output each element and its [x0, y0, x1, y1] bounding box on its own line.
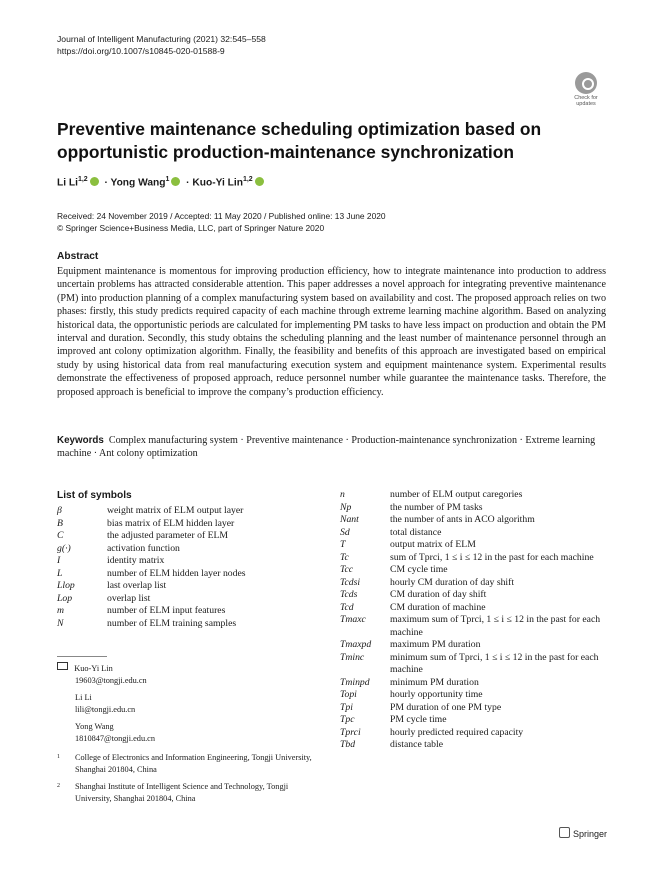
symbol-description: CM duration of machine	[390, 601, 486, 613]
affiliation-number: 2	[57, 783, 60, 789]
symbol-description: bias matrix of ELM hidden layer	[107, 517, 235, 529]
publication-dates	[57, 211, 386, 234]
symbol-description: CM cycle time	[390, 564, 448, 575]
orcid-icon[interactable]	[255, 177, 264, 186]
symbol-row	[340, 639, 610, 652]
symbol: n	[340, 489, 345, 500]
symbol-description: minimum sum of Tprci, 1 ≤ i ≤ 12 in the past for each machine	[390, 651, 599, 675]
symbol: Tcc	[340, 564, 354, 575]
symbol-description: maximum PM duration	[390, 639, 481, 650]
contact-name: Li Li	[75, 693, 92, 702]
symbol-row	[340, 502, 610, 515]
symbol: Tminc	[340, 651, 365, 663]
symbol: T	[340, 539, 346, 550]
symbol-row	[340, 739, 610, 752]
affiliation-2	[57, 781, 317, 804]
symbol-row	[57, 555, 246, 568]
symbol-row	[340, 702, 610, 715]
symbol-description: hourly opportunity time	[390, 689, 483, 700]
keywords-heading: Keywords	[57, 435, 104, 446]
author-name: Li Li	[57, 177, 78, 189]
author-affiliation-sup: 1	[165, 176, 170, 183]
symbol: Tcds	[340, 589, 358, 600]
symbol-row	[57, 518, 246, 531]
contact-email[interactable]: lili@tongji.edu.cn	[75, 704, 136, 714]
symbol-description: PM duration of one PM type	[390, 701, 502, 713]
contact-block	[57, 662, 327, 744]
corresponding-author	[57, 662, 327, 675]
symbol: Tbd	[340, 739, 356, 750]
affiliation-1	[57, 752, 317, 775]
author-separator: ·	[101, 177, 111, 189]
symbol: m	[57, 605, 64, 616]
symbol: Np	[340, 501, 352, 513]
symbol: B	[57, 517, 63, 529]
symbol-row	[57, 605, 246, 618]
copyright-line: © Springer Science+Business Media, LLC, part of Springer Nature 2020	[57, 222, 325, 233]
symbol-row	[340, 577, 610, 590]
symbol-row	[340, 714, 610, 727]
symbol-row	[57, 530, 246, 543]
symbols-table-right	[340, 489, 610, 752]
symbol-row	[340, 539, 610, 552]
author-separator: ·	[183, 177, 193, 189]
contact-name: Kuo-Yi Lin	[74, 664, 113, 673]
symbol-row	[340, 527, 610, 540]
contact-email[interactable]: 1810847@tongji.edu.cn	[75, 733, 155, 743]
symbol: Tpi	[340, 701, 353, 713]
symbol-description: hourly predicted required capacity	[390, 726, 524, 738]
symbol-row	[340, 689, 610, 702]
symbol-row	[57, 543, 246, 556]
check-updates-icon	[575, 72, 597, 94]
publisher-logo	[559, 827, 607, 839]
footnote-divider	[57, 656, 107, 657]
journal-citation: Journal of Intelligent Manufacturing (2021) 32:545–558	[57, 34, 266, 44]
symbol-description: weight matrix of ELM output layer	[107, 505, 244, 516]
affiliation-text: Shanghai Institute of Intelligent Science and Technology, Tongji University, Shanghai 201804, China	[75, 782, 289, 803]
symbols-heading: List of symbols	[57, 490, 132, 501]
symbol: Sd	[340, 526, 350, 538]
symbol: Tmaxpd	[340, 639, 372, 650]
affiliation-number: 1	[57, 754, 60, 760]
symbol-description: number of ELM output caregories	[390, 489, 523, 500]
symbol-row	[340, 652, 610, 677]
symbol-description: number of ELM training samples	[107, 617, 237, 629]
author-affiliation-sup: 1,2	[242, 176, 253, 183]
springer-horse-icon	[559, 827, 570, 838]
symbol-row	[340, 514, 610, 527]
symbol-description: total distance	[390, 526, 442, 538]
symbol-row	[340, 602, 610, 615]
symbol-description: the number of ants in ACO algorithm	[390, 514, 535, 525]
symbol: Lop	[57, 592, 73, 604]
symbol: I	[57, 555, 61, 566]
symbol-description: number of ELM hidden layer nodes	[107, 567, 246, 579]
symbol-description: the adjusted parameter of ELM	[107, 530, 229, 541]
paper-title: Preventive maintenance scheduling optimization based on opportunistic production-maintenance synchronization	[57, 119, 542, 162]
symbol: Tcd	[340, 601, 354, 613]
author-affiliation-sup: 1,2	[77, 176, 88, 183]
symbol-row	[340, 614, 610, 639]
keywords-block	[57, 434, 606, 461]
abstract-heading: Abstract	[57, 251, 99, 262]
received-accepted-published: Received: 24 November 2019 / Accepted: 11 May 2020 / Published online: 13 June 2020	[57, 211, 386, 221]
symbol: Tmaxc	[340, 614, 366, 625]
symbol-description: CM duration of day shift	[390, 589, 487, 600]
symbol: Llop	[57, 580, 75, 591]
symbol: Tc	[340, 551, 349, 563]
symbol-description: the number of PM tasks	[390, 501, 483, 513]
symbol-description: number of ELM input features	[107, 605, 226, 616]
symbol-description: distance table	[390, 739, 443, 750]
symbol-description: sum of Tprci, 1 ≤ i ≤ 12 in the past for each machine	[390, 551, 594, 563]
symbol-row	[340, 552, 610, 565]
author-list	[57, 176, 267, 188]
symbol: Topi	[340, 689, 357, 700]
symbol-description: PM cycle time	[390, 714, 447, 725]
check-for-updates-badge[interactable]	[566, 72, 606, 112]
check-updates-label: Check for updates	[574, 95, 598, 107]
symbol-row	[340, 677, 610, 690]
symbol-row	[57, 505, 246, 518]
mail-icon	[57, 662, 68, 670]
symbol-row	[57, 618, 246, 631]
symbol-description: identity matrix	[107, 555, 165, 566]
symbol: N	[57, 617, 64, 629]
symbol-row	[340, 589, 610, 602]
keywords-text: Complex manufacturing system · Preventive maintenance · Production-maintenance synchronization · Extreme learning machine · Ant colony optimization	[57, 435, 596, 460]
symbol: Tpc	[340, 714, 355, 725]
symbol: L	[57, 567, 63, 579]
symbol: Tcdsi	[340, 576, 361, 588]
author-name: Yong Wang	[110, 177, 166, 189]
symbol-description: hourly CM duration of day shift	[390, 576, 515, 588]
symbol-row	[340, 727, 610, 740]
symbol-description: minimum PM duration	[390, 676, 479, 688]
orcid-icon[interactable]	[171, 177, 180, 186]
symbols-table-left	[57, 505, 246, 630]
symbol-row	[340, 489, 610, 502]
symbol-description: last overlap list	[107, 580, 167, 591]
publisher-name: Springer	[573, 829, 608, 839]
symbol: Tminpd	[340, 676, 370, 688]
symbol-description: maximum sum of Tprci, 1 ≤ i ≤ 12 in the past for each machine	[390, 614, 601, 638]
author-name: Kuo-Yi Lin	[192, 177, 243, 189]
symbol: Nant	[340, 514, 359, 525]
symbol-row	[340, 564, 610, 577]
symbol: Tprci	[340, 726, 361, 738]
contact-name: Yong Wang	[75, 722, 114, 731]
symbol: β	[57, 505, 62, 516]
symbol-row	[57, 580, 246, 593]
symbol-description: overlap list	[107, 592, 151, 604]
symbol: g(·)	[57, 542, 71, 554]
symbol-row	[57, 593, 246, 606]
doi-link[interactable]: https://doi.org/10.1007/s10845-020-01588-9	[57, 46, 225, 56]
symbol: C	[57, 530, 64, 541]
abstract-text: Equipment maintenance is momentous for improving production efficiency, how to integrate maintenance into production to address uncertain problems has attracted considerable attention. This paper addresses a novel approach for integrating preventive maintenance (PM) into production planning of a complex manufacturing system based on availability and cost. The proposed approach relies on two phases: firstly, this study predicts required capacity of each machine through extreme learning machine algorithm. Based on analyzing historical data, the opportunistic periods are calculated for implementing PM tasks to have less impact on production and obtain the PM interval and duration. Secondly, this study obtains the scheduling planning and the least number of maintenance personnel through an improved ant colony optimization algorithm. Finally, the feasibility and benefits of this approach are investigated based on empirical study by using historical data from real manufacturing execution system and equipment maintenance system. Experimental results demonstrate the effectiveness of proposed approach, reduce personnel number while guarantee the maintenance tasks. Therefore, the proposed approach is beneficial to improve the company’s production efficiency.	[57, 266, 606, 398]
symbol-description: output matrix of ELM	[390, 539, 476, 550]
symbol-row	[57, 568, 246, 581]
orcid-icon[interactable]	[90, 177, 99, 186]
contact-email[interactable]: 19603@tongji.edu.cn	[75, 675, 147, 685]
affiliation-text: College of Electronics and Information Engineering, Tongji University, Shanghai 201804, China	[75, 753, 312, 774]
symbol-description: activation function	[107, 542, 180, 554]
